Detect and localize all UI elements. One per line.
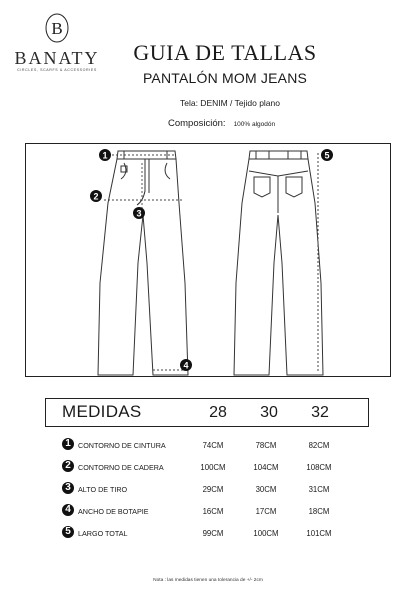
logo-initial: B	[51, 19, 63, 38]
jeans-diagram	[25, 143, 391, 377]
brand-name: BANATY	[14, 48, 100, 68]
row-value-28: 100CM	[200, 463, 226, 472]
row-value-30: 100CM	[253, 529, 279, 538]
row-value-32: 18CM	[308, 507, 330, 516]
diagram-marker-3	[133, 207, 145, 219]
composition-label: Composición:	[168, 118, 226, 129]
page-title: GUIA DE TALLAS	[133, 40, 317, 65]
fabric-info: Tela: DENIM / Tejido plano	[179, 98, 280, 108]
jeans-back-view	[234, 151, 323, 375]
composition-value: 100% algodón	[233, 121, 276, 128]
table-header-label: MEDIDAS	[62, 402, 142, 421]
svg-text:2: 2	[93, 191, 99, 202]
size-header-32: 32	[311, 404, 329, 421]
row-label: CONTORNO DE CINTURA	[78, 441, 166, 450]
svg-text:5: 5	[324, 150, 330, 161]
row-value-30: 78CM	[255, 441, 277, 450]
diagram-marker-5	[321, 149, 333, 161]
row-value-32: 31CM	[308, 485, 330, 494]
jeans-front-view	[98, 151, 188, 375]
row-value-28: 16CM	[202, 507, 224, 516]
row-value-32: 108CM	[306, 463, 332, 472]
front-measure-lines	[104, 155, 188, 370]
composition-info	[168, 118, 275, 129]
row-value-28: 74CM	[202, 441, 224, 450]
diagram-marker-2	[90, 190, 102, 202]
svg-text:3: 3	[136, 208, 142, 219]
row-value-32: 101CM	[306, 529, 332, 538]
row-value-30: 30CM	[255, 485, 277, 494]
row-number-badge: 3	[62, 482, 74, 494]
row-value-28: 29CM	[202, 485, 224, 494]
row-label: ANCHO DE BOTAPIE	[78, 507, 149, 516]
row-number-badge: 2	[62, 460, 74, 472]
row-value-28: 99CM	[202, 529, 224, 538]
size-header-30: 30	[260, 404, 278, 421]
size-header-28: 28	[209, 404, 227, 421]
row-label: LARGO TOTAL	[78, 529, 128, 538]
svg-text:4: 4	[183, 360, 189, 371]
row-label: CONTORNO DE CADERA	[78, 463, 164, 472]
row-value-32: 82CM	[308, 441, 330, 450]
diagram-marker-1	[99, 149, 111, 161]
row-label: ALTO DE TIRO	[78, 485, 128, 494]
row-value-30: 104CM	[253, 463, 279, 472]
brand-logo-icon	[45, 13, 69, 43]
row-number-badge: 1	[62, 438, 74, 450]
row-number-badge: 5	[62, 526, 74, 538]
row-value-30: 17CM	[255, 507, 277, 516]
diagram-marker-4	[180, 359, 192, 371]
tolerance-note: Nota : las medidas tienen una tolerancia de +/- 2cm	[153, 578, 263, 583]
page-subtitle: PANTALÓN MOM JEANS	[142, 70, 308, 86]
svg-text:1: 1	[102, 150, 108, 161]
row-number-badge: 4	[62, 504, 74, 516]
brand-tagline: CIRCLES, SCARFS & ACCESSORIES	[17, 68, 97, 72]
